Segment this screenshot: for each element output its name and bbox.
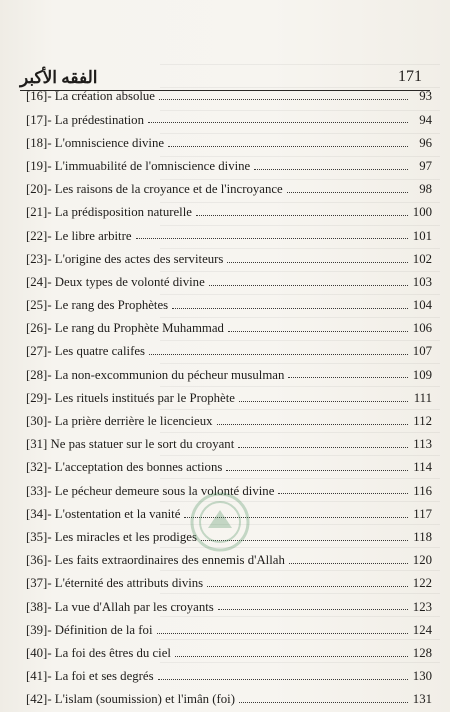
toc-entry-title: [24]- Deux types de volonté divine — [26, 274, 205, 289]
toc-entry-title: [34]- L'ostentation et la vanité — [26, 506, 181, 521]
toc-entry-page: 111 — [413, 390, 432, 405]
toc-entry-page: 118 — [413, 529, 432, 544]
dot-leader — [157, 633, 408, 634]
toc-entry-title: [23]- L'origine des actes des serviteurs — [26, 251, 224, 266]
dot-leader — [278, 493, 408, 494]
toc-entry[interactable] — [26, 405, 432, 428]
toc-entry-title: [33]- Le pécheur demeure sous la volonté divine — [26, 483, 275, 498]
toc-entry-page: 122 — [412, 576, 432, 591]
toc-entry-page: 107 — [412, 344, 432, 359]
toc-entry-title: [42]- L'islam (soumission) et l'imân (foi) — [26, 692, 235, 707]
toc-entry-page: 124 — [412, 622, 432, 637]
toc-entry[interactable] — [26, 150, 432, 173]
dot-leader — [227, 262, 408, 263]
toc-entry-title: [18]- L'omniscience divine — [26, 135, 165, 150]
toc-entry-title: [31] Ne pas statuer sur le sort du croyant — [26, 437, 235, 452]
toc-entry-page: 112 — [413, 414, 432, 429]
dot-leader — [289, 563, 408, 564]
dot-leader — [209, 285, 408, 286]
dot-leader — [254, 169, 408, 170]
toc-entry[interactable] — [26, 497, 432, 520]
dot-leader — [158, 679, 408, 680]
dot-leader — [196, 215, 408, 216]
toc-entry-page: 116 — [413, 483, 432, 498]
dot-leader — [207, 586, 408, 587]
toc-entry-page: 102 — [412, 251, 432, 266]
dot-leader — [218, 609, 408, 610]
toc-entry[interactable] — [26, 219, 432, 242]
toc-entry-title: [35]- Les miracles et les prodiges — [26, 529, 197, 544]
toc-entry-title: [21]- La prédisposition naturelle — [26, 205, 192, 220]
toc-entry-title: [29]- Les rituels institués par le Prophète — [26, 390, 235, 405]
toc-entry-title: [19]- L'immuabilité de l'omniscience divine — [26, 158, 251, 173]
toc-entry-page: 120 — [412, 553, 432, 568]
toc-entry[interactable] — [26, 381, 432, 404]
toc-entry[interactable] — [26, 474, 432, 497]
toc-entry-title: [22]- Le libre arbitre — [26, 228, 132, 243]
toc-entry[interactable] — [26, 242, 432, 265]
dot-leader — [287, 192, 408, 193]
dot-leader — [228, 331, 408, 332]
dot-leader — [238, 447, 408, 448]
toc-entry-page: 109 — [412, 367, 432, 382]
toc-entry-page: 123 — [412, 599, 432, 614]
toc-entry[interactable] — [26, 312, 432, 335]
toc-entry-page: 98 — [419, 182, 432, 197]
dot-leader — [136, 238, 408, 239]
toc-entry-page: 100 — [412, 205, 432, 220]
toc-entry-title: [26]- Le rang du Prophète Muhammad — [26, 321, 224, 336]
toc-entry[interactable] — [26, 660, 432, 683]
toc-entry[interactable] — [26, 126, 432, 149]
toc-entry-page: 94 — [419, 112, 432, 127]
toc-entry[interactable] — [26, 335, 432, 358]
dot-leader — [201, 540, 408, 541]
toc-entry-title: [40]- La foi des êtres du ciel — [26, 645, 171, 660]
toc-entry-title: [28]- La non-excommunion du pécheur musulman — [26, 367, 285, 382]
toc-entry-title: [41]- La foi et ses degrés — [26, 669, 154, 684]
toc-entry-page: 113 — [413, 437, 432, 452]
dot-leader — [148, 122, 408, 123]
toc-entry[interactable] — [26, 289, 432, 312]
toc-entry[interactable] — [26, 173, 432, 196]
toc-entry-page: 103 — [412, 274, 432, 289]
toc-entry-title: [30]- La prière derrière le licencieux — [26, 414, 213, 429]
dot-leader — [172, 308, 408, 309]
toc-entry-page: 114 — [413, 460, 432, 475]
toc-entry[interactable] — [26, 613, 432, 636]
dot-leader — [226, 470, 408, 471]
toc-entry-page: 117 — [413, 506, 432, 521]
dot-leader — [159, 99, 408, 100]
dot-leader — [149, 354, 408, 355]
dot-leader — [175, 656, 408, 657]
toc-entry-page: 131 — [412, 692, 432, 707]
toc-entry[interactable] — [26, 358, 432, 381]
dot-leader — [184, 517, 408, 518]
toc-entry-title: [37]- L'éternité des attributs divins — [26, 576, 204, 591]
page-number: 171 — [398, 68, 422, 85]
toc-entry-page: 96 — [419, 135, 432, 150]
toc-entry-page: 130 — [412, 669, 432, 684]
dot-leader — [168, 146, 408, 147]
toc-entry-page: 93 — [419, 89, 432, 104]
toc-entry-page: 106 — [412, 321, 432, 336]
toc-entry[interactable] — [26, 637, 432, 660]
toc-entry-title: [27]- Les quatre califes — [26, 344, 146, 359]
toc-entry[interactable] — [26, 428, 432, 451]
toc-entry-page: 97 — [419, 158, 432, 173]
toc-entry-title: [20]- Les raisons de la croyance et de l'incroyance — [26, 182, 283, 197]
toc-entry-title: [36]- Les faits extraordinaires des ennemis d'Allah — [26, 553, 285, 568]
toc-entry-page: 101 — [412, 228, 432, 243]
toc-entry-page: 128 — [412, 645, 432, 660]
dot-leader — [217, 424, 408, 425]
toc-entry-title: [25]- Le rang des Prophètes — [26, 298, 169, 313]
toc-entry[interactable] — [26, 590, 432, 613]
toc-entry-page: 104 — [412, 298, 432, 313]
dot-leader — [239, 702, 408, 703]
toc-entry-title: [17]- La prédestination — [26, 112, 144, 127]
toc-entry[interactable] — [26, 196, 432, 219]
toc-entry[interactable] — [26, 521, 432, 544]
dot-leader — [239, 401, 408, 402]
running-title: الفقه الأكبر — [20, 68, 98, 87]
toc-entry-title: [38]- La vue d'Allah par les croyants — [26, 599, 214, 614]
toc-entry-title: [39]- Définition de la foi — [26, 622, 153, 637]
toc-entry[interactable] — [26, 451, 432, 474]
toc-entry[interactable] — [26, 683, 432, 706]
toc-entry[interactable] — [26, 80, 432, 103]
toc-entry[interactable] — [26, 266, 432, 289]
toc-entry[interactable] — [26, 567, 432, 590]
toc-entry-title: [16]- La création absolue — [26, 89, 155, 104]
toc-entry[interactable] — [26, 103, 432, 126]
toc-entry[interactable] — [26, 544, 432, 567]
dot-leader — [288, 377, 408, 378]
toc-entry-title: [32]- L'acceptation des bonnes actions — [26, 460, 223, 475]
table-of-contents — [26, 80, 432, 706]
